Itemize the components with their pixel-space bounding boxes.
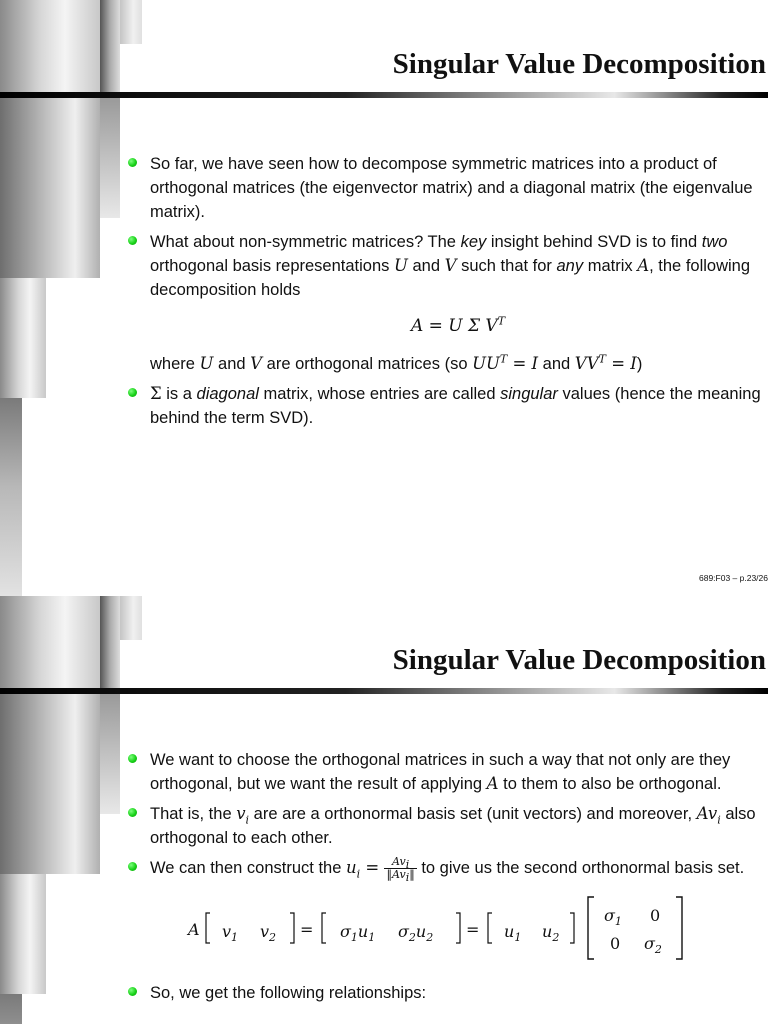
decor-block <box>0 98 100 212</box>
text: and <box>213 355 251 373</box>
bullet-item <box>150 230 766 376</box>
title-rule <box>0 92 768 98</box>
where-line <box>150 352 766 376</box>
math-zero: 0 <box>610 934 621 954</box>
slide-title: Singular Value Decomposition <box>392 48 766 80</box>
math-sigma: Σ <box>150 384 162 403</box>
bullet-text: That is, the <box>150 805 237 823</box>
bullet-text: are are a orthonormal basis set (unit vectors) and moreover, <box>249 805 697 823</box>
bullet-icon <box>128 808 137 817</box>
fraction-denominator <box>384 868 416 885</box>
matrix-equation-svg <box>130 895 730 965</box>
math-u1: $u_1$ <box>504 922 522 945</box>
bullet-text: So far, we have seen how to decompose symmetric matrices into a product of orthogonal matrices (the eigenvector matrix) and a diagonal matrix (the eigenvalue matrix). <box>150 155 753 221</box>
math-sub: i <box>405 858 410 872</box>
bullet-icon <box>128 754 137 763</box>
emphasis-singular: singular <box>500 385 558 403</box>
math-V: V <box>444 256 457 275</box>
bracket-right <box>570 913 574 943</box>
decor-block <box>120 596 142 640</box>
decor-block <box>0 398 22 596</box>
emphasis-key: key <box>460 233 487 251</box>
bullet-text: We want to choose the orthogonal matrices in such a way that not only are they orthogonal, but we want the result of applying <box>150 751 731 793</box>
math-sup: T <box>598 352 606 366</box>
bullet-icon <box>128 987 137 996</box>
math-sup: T <box>499 352 508 366</box>
slide-content <box>150 748 766 1011</box>
bullet-text: insight behind SVD is to find <box>486 233 702 251</box>
bracket-right <box>290 913 294 943</box>
bullet-text: to give us the second orthonormal basis set. <box>416 859 745 877</box>
math-U: U <box>394 256 408 275</box>
decor-block <box>120 0 142 44</box>
bullet-item <box>150 855 766 885</box>
page-footer: 689:F03 – p.23/26 <box>698 573 768 583</box>
math-sub: i <box>717 813 721 827</box>
matrix-bracket-left <box>588 897 594 959</box>
math-v1: $v_1$ <box>222 922 239 945</box>
math-UU: UU <box>472 354 500 373</box>
slide-2 <box>0 596 768 1024</box>
math-u: u <box>345 858 357 877</box>
bullet-text: matrix, whose entries are called <box>258 385 501 403</box>
decor-block <box>100 0 120 95</box>
math-U: U <box>199 354 214 373</box>
bullet-text: is a <box>161 385 197 403</box>
math-text: ‖ <box>409 868 415 882</box>
decor-block <box>100 98 120 218</box>
bullet-icon <box>128 158 137 167</box>
emphasis-two: two <box>701 233 728 251</box>
math-VV: VV <box>574 354 599 373</box>
emphasis-diagonal: diagonal <box>196 385 259 403</box>
bullet-icon <box>128 388 137 397</box>
bullet-text: orthogonal basis representations <box>150 257 394 275</box>
math-A: A <box>486 774 499 793</box>
bracket-left <box>322 913 326 943</box>
text: ) <box>636 355 643 373</box>
matrix-equation <box>130 895 766 965</box>
equation-sup: T <box>497 314 506 328</box>
bracket-left <box>488 913 492 943</box>
bullet-item <box>150 152 766 224</box>
math-v2: $v_2$ <box>260 922 277 945</box>
bullet-item <box>150 981 766 1005</box>
bullet-icon <box>128 862 137 871</box>
math-eq: = <box>360 858 385 877</box>
math-v: v <box>236 804 246 823</box>
math-u2: $u_2$ <box>542 922 560 945</box>
title-rule <box>0 688 768 694</box>
decor-block <box>0 278 46 398</box>
math-sub: i <box>356 867 361 881</box>
math-sigma1: $\sigma_1$ <box>604 906 622 929</box>
math-A: A <box>637 256 650 275</box>
math-sigma1-u1: $\sigma_1u_1$ <box>340 922 376 945</box>
math-fraction <box>384 855 416 885</box>
bullet-item <box>150 748 766 796</box>
math-V: V <box>250 354 263 373</box>
math-text: ‖Av <box>386 868 406 882</box>
decor-block <box>0 596 100 691</box>
math-eq: = <box>300 920 314 940</box>
bracket-right <box>456 913 460 943</box>
decor-block <box>0 212 100 278</box>
bullet-item <box>150 382 766 430</box>
math-sigma2-u2: $\sigma_2u_2$ <box>398 922 434 945</box>
bullet-text: values (hence the meaning behind the term SVD). <box>150 385 761 427</box>
math-eq: = <box>466 920 480 940</box>
bullet-text: such that for <box>456 257 557 275</box>
bullet-text: What about non-symmetric matrices? The <box>150 233 461 251</box>
decor-block <box>0 694 100 808</box>
bracket-left <box>206 913 210 943</box>
math-sigma2: $\sigma_2$ <box>644 934 662 957</box>
math-A: A <box>188 920 200 940</box>
text: where <box>150 355 200 373</box>
text: and <box>538 355 575 373</box>
math-Av: Av <box>696 804 718 823</box>
bullet-text: So, we get the following relationships: <box>150 984 427 1003</box>
bullet-text: We can then construct the <box>150 859 346 877</box>
math-eq: = I <box>507 354 539 373</box>
equation-text: A = U Σ V <box>410 316 498 336</box>
decor-block <box>0 0 100 95</box>
slide-title: Singular Value Decomposition <box>392 644 766 676</box>
bullet-text: , the following decomposition holds <box>150 257 751 299</box>
bullet-text: matrix <box>583 257 638 275</box>
bullet-item <box>150 802 766 850</box>
decor-block <box>0 994 22 1024</box>
math-text: Av <box>391 855 406 869</box>
math-eq: = I <box>605 354 637 373</box>
emphasis-any: any <box>556 257 584 275</box>
bullet-text: to them to also be orthogonal. <box>498 775 722 793</box>
decor-block <box>0 808 100 874</box>
decor-block <box>0 874 46 994</box>
slide-content <box>150 152 766 436</box>
bullet-text: and <box>407 257 445 275</box>
decor-block <box>100 596 120 691</box>
text: are orthogonal matrices (so <box>262 355 473 373</box>
math-sub: i <box>405 871 410 885</box>
math-zero: 0 <box>650 906 661 926</box>
math-sub: i <box>245 813 250 827</box>
matrix-bracket-right <box>676 897 682 959</box>
svd-equation <box>150 314 766 338</box>
decor-block <box>100 694 120 814</box>
bullet-icon <box>128 236 137 245</box>
bullet-text: also orthogonal to each other. <box>150 805 756 847</box>
